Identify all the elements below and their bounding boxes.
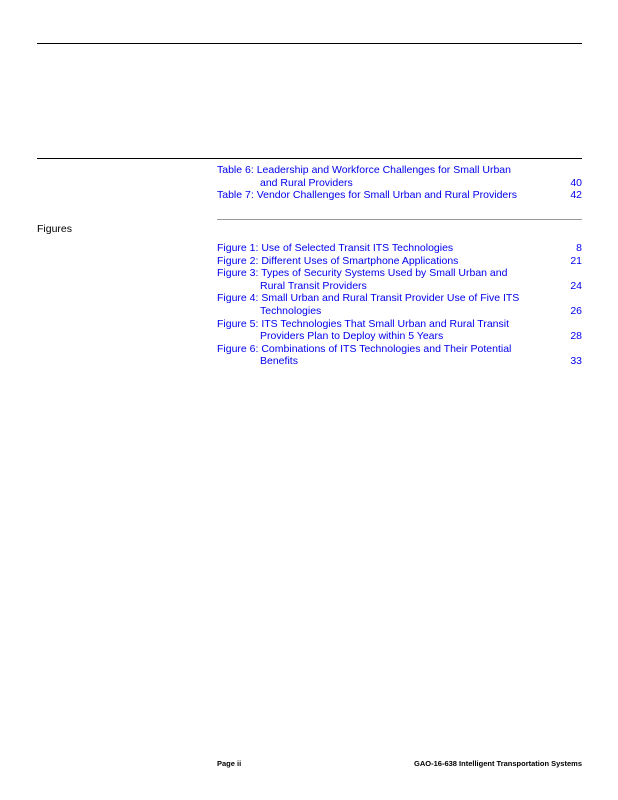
toc-entry-table-6[interactable] <box>217 164 582 189</box>
entry-text: Table 7: Vendor Challenges for Small Urban and Rural Providers <box>217 189 517 202</box>
entry-page-number: 28 <box>570 330 582 343</box>
entry-text: Table 6: Leadership and Workforce Challenges for Small Urban <box>217 164 511 176</box>
entry-text: Figure 2: Different Uses of Smartphone Applications <box>217 254 459 267</box>
entry-text: and Rural Providers <box>260 176 353 189</box>
entry-page-number: 21 <box>570 254 582 267</box>
section-rule <box>37 158 582 159</box>
figures-section-label: Figures <box>37 223 73 235</box>
toc-entry-figure-2[interactable] <box>217 255 582 268</box>
footer-report-title: GAO-16-638 Intelligent Transportation Systems <box>414 759 582 768</box>
toc-entry-table-7[interactable] <box>217 189 582 202</box>
entry-page-number: 42 <box>570 189 582 202</box>
entry-text: Figure 6: Combinations of ITS Technologies and Their Potential <box>217 342 512 355</box>
entry-text: Figure 5: ITS Technologies That Small Urban and Rural Transit <box>217 317 510 330</box>
header-rule <box>37 43 582 44</box>
entry-text: Figure 1: Use of Selected Transit ITS Technologies <box>217 242 454 254</box>
entry-text: Benefits <box>260 355 298 368</box>
tables-list <box>217 164 582 202</box>
entry-page-number: 24 <box>570 279 582 292</box>
figures-list <box>217 242 582 368</box>
entry-text: Figure 4: Small Urban and Rural Transit Provider Use of Five ITS <box>217 292 520 305</box>
entry-page-number: 26 <box>570 304 582 317</box>
entry-text: Providers Plan to Deploy within 5 Years <box>260 330 444 343</box>
toc-entry-figure-5[interactable] <box>217 318 582 343</box>
figures-divider <box>217 219 582 220</box>
entry-text: Figure 3: Types of Security Systems Used by Small Urban and <box>217 267 508 280</box>
toc-entry-figure-3[interactable] <box>217 267 582 292</box>
entry-page-number: 33 <box>570 355 582 368</box>
toc-entry-figure-4[interactable] <box>217 292 582 317</box>
toc-entry-figure-6[interactable] <box>217 343 582 368</box>
footer-page-number: Page ii <box>217 759 242 768</box>
entry-text: Rural Transit Providers <box>260 279 367 292</box>
entry-page-number: 8 <box>576 242 582 254</box>
entry-text: Technologies <box>260 304 322 317</box>
toc-entry-figure-1[interactable] <box>217 242 582 255</box>
entry-page-number: 40 <box>570 176 582 189</box>
